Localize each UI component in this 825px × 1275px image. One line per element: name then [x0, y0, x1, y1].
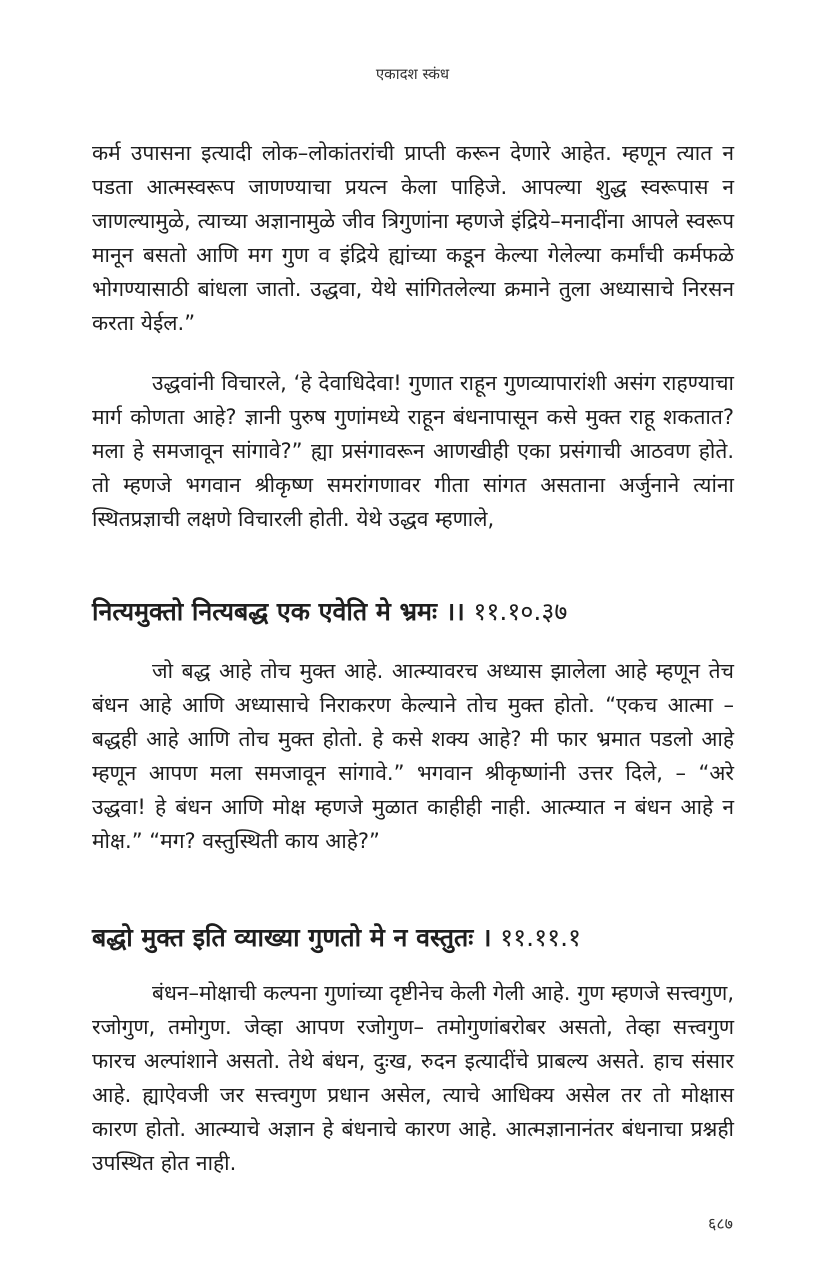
- verse-1: [92, 594, 734, 630]
- page-number: ६८७: [708, 1214, 733, 1233]
- paragraph-4: बंधन–मोक्षाची कल्पना गुणांच्या दृष्टीनेच केली गेली आहे. गुण म्हणजे सत्त्वगुण, रजोगुण, तमोगुण. जेव्हा आपण रजोगुण– तमोगुणांबरोबर असतो, तेव्हा सत्त्वगुण फारच अल्पांशाने असतो. तेथे बंधन, दुःख, रुदन इत्यादींचे प्राबल्य असते. हाच संसार आहे. ह्याऐवजी जर सत्त्वगुण प्रधान असेल, त्याचे आधिक्य असेल तर तो मोक्षास कारण होतो. आत्म्याचे अज्ञान हे बंधनाचे कारण आहे. आत्मज्ञानानंतर बंधनाचा प्रश्नही उपस्थित होत नाही.: [92, 981, 734, 1175]
- verse-1-text: नित्यमुक्तो नित्यबद्ध एक एवेति मे भ्रमः ।।: [92, 597, 465, 626]
- verse-2-text: बद्धो मुक्त इति व्याख्या गुणतो मे न वस्तुतः ।: [92, 923, 492, 952]
- paragraph-3: जो बद्ध आहे तोच मुक्त आहे. आत्म्यावरच अध्यास झालेला आहे म्हणून तेच बंधन आहे आणि अध्यासाचे निराकरण केल्याने तोच मुक्त होतो. “एकच आत्मा – बद्धही आहे आणि तोच मुक्त होतो. हे कसे शक्य आहे? मी फार भ्रमात पडलो आहे म्हणून आपण मला समजावून सांगावे.” भगवान श्रीकृष्णांनी उत्तर दिले, – “अरे उद्धवा! हे बंधन आणि मोक्ष म्हणजे मुळात काहीही नाही. आत्म्यात न बंधन आहे न मोक्ष.” “मग? वस्तुस्थिती काय आहे?”: [92, 659, 734, 853]
- paragraph-2: उद्धवांनी विचारले, ‘हे देवाधिदेवा! गुणात राहून गुणव्यापारांशी असंग राहण्याचा मार्ग कोणता आहे? ज्ञानी पुरुष गुणांमध्ये राहून बंधनापासून कसे मुक्त राहू शकतात? मला हे समजावून सांगावे?” ह्या प्रसंगावरून आणखीही एका प्रसंगाची आठवण होते. तो म्हणजे भगवान श्रीकृष्ण समरांगणावर गीता सांगत असताना अर्जुनाने त्यांना स्थितप्रज्ञाची लक्षणे विचारली होती. येथे उद्धव म्हणाले,: [92, 371, 734, 531]
- verse-2-reference: ११.११.१: [500, 923, 582, 952]
- verse-2: [92, 920, 734, 956]
- paragraph-1: कर्म उपासना इत्यादी लोक–लोकांतरांची प्राप्ती करून देणारे आहेत. म्हणून त्यात न पडता आत्मस्वरूप जाणण्याचा प्रयत्न केला पाहिजे. आपल्या शुद्ध स्वरूपास न जाणल्यामुळे, त्याच्या अज्ञानामुळे जीव त्रिगुणांना म्हणजे इंद्रिये–मनादींना आपले स्वरूप मानून बसतो आणि मग गुण व इंद्रिये ह्यांच्या कडून केल्या गेलेल्या कर्मांची कर्मफळे भोगण्यासाठी बांधला जातो. उद्धवा, येथे सांगितलेल्या क्रमाने तुला अध्यासाचे निरसन करता येईल.”: [92, 141, 734, 335]
- verse-1-reference: ११.१०.३७: [473, 597, 568, 626]
- running-header: एकादश स्कंध: [375, 65, 450, 83]
